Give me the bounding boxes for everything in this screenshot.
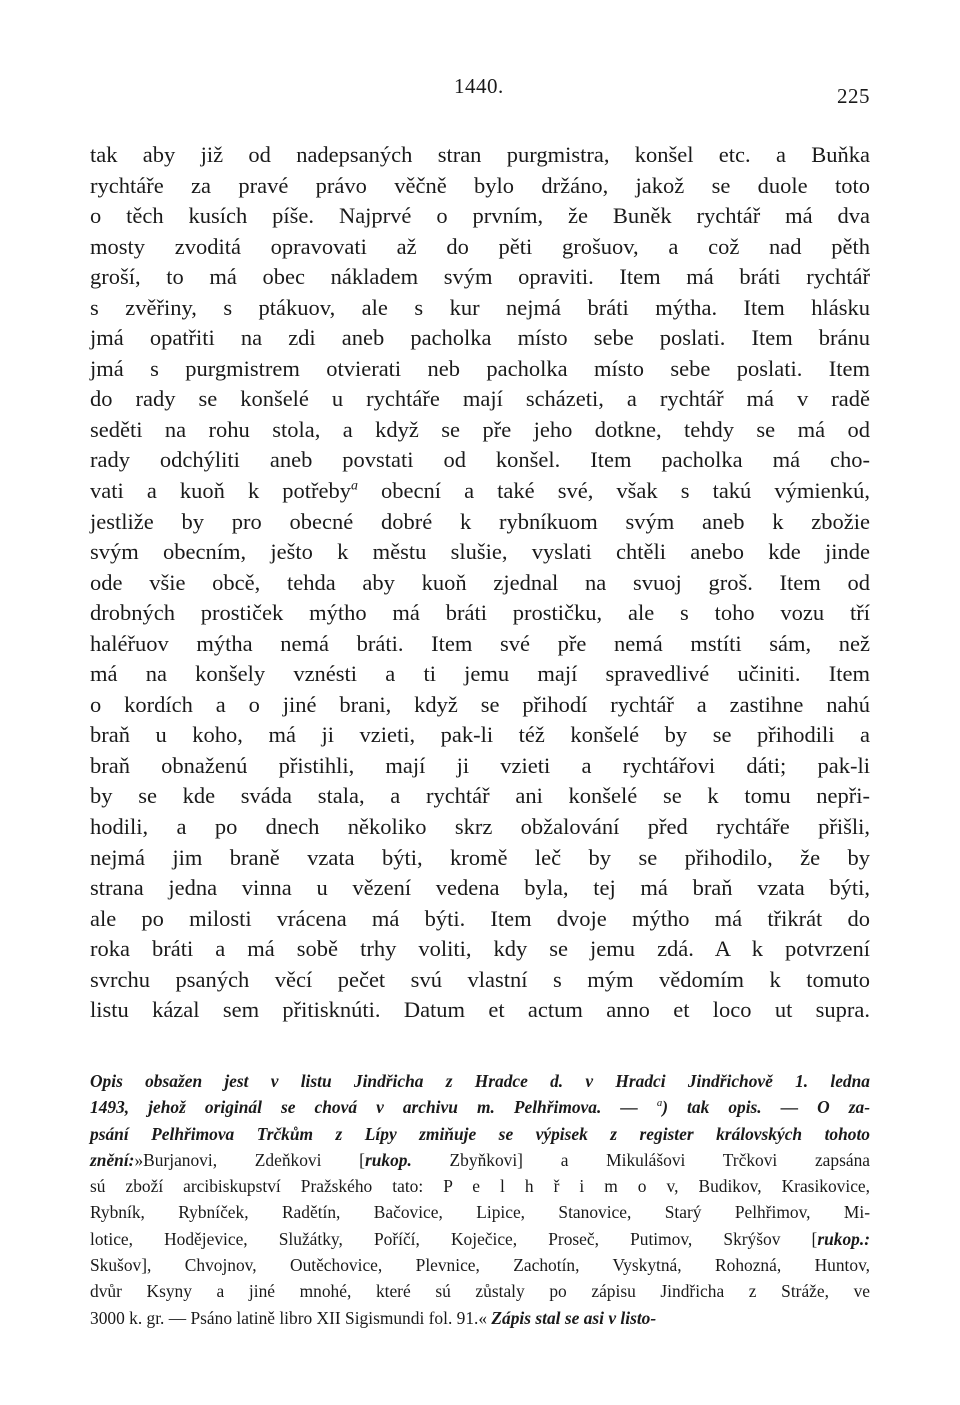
text-line: ale po milosti vrácena má býti. Item dvoje mýtho má třikrát do: [90, 905, 870, 931]
note-line: [90, 1226, 870, 1252]
italic-segment: Opis obsažen jest v listu Jindřicha z Hradce d. v Hradci Jindřichově 1. ledna: [90, 1071, 870, 1091]
text-line: haléřuov mýtha nemá bráti. Item své pře nemá mstíti sám, než: [90, 630, 870, 656]
text-segment: Rybník, Rybníček, Radětín, Bačovice, Lipice, Stanovice, Starý Pelhřimov, Mi-: [90, 1202, 870, 1223]
text-segment: dvůr Ksyny a jiné mnohé, které sú zůstaly po zápisu Jindřicha z Stráže, ve: [90, 1281, 870, 1302]
text-line: o kordích a o jiné brani, když se přihodí rychtář a zastihne nahú: [90, 691, 870, 717]
note-line: [90, 1094, 870, 1120]
text-segment: vati a kuoň k potřeby: [90, 478, 352, 504]
footnote-marker: a: [351, 478, 358, 494]
text-line: strana jedna vinna u vězení vedena byla, tej má braň vzata býti,: [90, 875, 870, 901]
footnote-block: [90, 1068, 870, 1331]
text-line: nejmá jim braně vzata býti, kromě leč by se přihodilo, že by: [90, 844, 870, 870]
text-line: jmá opatřiti na zdi aneb pacholka místo sebe poslati. Item bránu: [90, 325, 870, 351]
text-line: listu kázal sem přitisknúti. Datum et actum anno et loco ut supra.: [90, 997, 870, 1023]
text-line: mosty zvoditá opravovati až do pěti grošuov, a což nad pěth: [90, 233, 870, 259]
text-segment: sú zboží arcibiskupství Pražského tato: P e l h ř i m o v, Budikov, Krasikovice,: [90, 1176, 870, 1197]
note-line: [90, 1147, 870, 1173]
header-year: 1440.: [454, 74, 504, 98]
note-line: [90, 1068, 870, 1094]
text-line: svrchu psaných věcí pečet svú vlastní s mým vědomím k tomuto: [90, 966, 870, 992]
page: [90, 0, 870, 1405]
note-line: [90, 1121, 870, 1147]
text-line: svým obecním, ješto k městu slušie, vyslati chtěli anebo kde jinde: [90, 539, 870, 565]
text-line: hodili, a po dnech několiko skrz obžalování před rychtáře přišli,: [90, 814, 870, 840]
text-line: drobných prostiček mýtho má bráti prostičku, ale s toho vozu tří: [90, 600, 870, 626]
text-segment: lotice, Hodějevice, Služátky, Poříčí, Koječice, Proseč, Putimov, Skrýšov [: [90, 1228, 818, 1249]
note-line: [90, 1173, 870, 1199]
italic-segment: ) tak opis. — O za-: [662, 1097, 871, 1118]
note-line: [90, 1252, 870, 1278]
text-line: má na konšely vznésti a ti jemu mají spravedlivé učiniti. Item: [90, 661, 870, 687]
text-line: [90, 476, 870, 507]
page-number: 225: [837, 84, 870, 108]
main-text: [90, 140, 870, 1026]
text-line: rady odchýliti aneb povstati od konšel. Item pacholka má cho-: [90, 447, 870, 473]
italic-segment: psání Pelhřimova Trčkům z Lípy zmiňuje se výpisek z register královských tohoto: [90, 1123, 870, 1144]
italic-segment: rukop.:: [817, 1228, 870, 1249]
note-line: [90, 1199, 870, 1225]
text-line: s zvěřiny, s ptákuov, ale s kur nejmá bráti mýtha. Item hlásku: [90, 294, 870, 320]
text-segment: Zbyňkovi] a Mikulášovi Trčkovi zapsána: [411, 1149, 870, 1170]
text-line: by se kde sváda stala, a rychtář ani konšelé se k tomu nepři-: [90, 783, 870, 809]
text-line: jmá s purgmistrem otvierati neb pacholka místo sebe poslati. Item: [90, 355, 870, 381]
footnote-marker: a: [656, 1097, 663, 1110]
text-line: do rady se konšelé u rychtáře mají scházeti, a rychtář má v radě: [90, 386, 870, 412]
note-line: [90, 1278, 870, 1304]
note-line: [90, 1305, 870, 1331]
running-header: [90, 74, 870, 108]
italic-segment: Zápis stal se asi v listo-: [491, 1307, 657, 1328]
text-segment: »Burjanovi, Zdeňkovi [: [134, 1149, 365, 1170]
text-line: groší, to má obec nákladem svým opraviti. Item má bráti rychtář: [90, 264, 870, 290]
text-line: braň obnaženú přistihli, mají ji vzieti a rychtářovi dáti; pak-li: [90, 752, 870, 778]
text-line: o těch kusích píše. Najprvé o prvním, že Buněk rychtář má dva: [90, 203, 870, 229]
italic-segment: rukop.: [364, 1149, 412, 1170]
text-segment: Skušov], Chvojnov, Outěchovice, Plevnice, Zachotín, Vyskytná, Rohozná, Huntov,: [90, 1255, 870, 1276]
italic-segment: 1493, jehož originál se chová v archivu m. Pelhřimova. —: [90, 1097, 657, 1118]
text-line: ode všie obcě, tehda aby kuoň zjednal na svuoj groš. Item od: [90, 569, 870, 595]
text-segment: 3000 k. gr. — Psáno latině libro XII Sigismundi fol. 91.«: [90, 1307, 492, 1328]
text-line: roka bráti a má sobě trhy voliti, kdy se jemu zdá. A k potvrzení: [90, 936, 870, 962]
text-line: jestliže by pro obecné dobré k rybníkuom svým aneb k zbožie: [90, 508, 870, 534]
text-line: braň u koho, má ji vzieti, pak-li též konšelé by se přihodili a: [90, 722, 870, 748]
text-segment: obecní a také své, však s takú výmienkú,: [357, 478, 870, 504]
text-line: rychtáře za pravé právo věčně bylo držáno, jakož se duole toto: [90, 172, 870, 198]
text-line: seděti na rohu stola, a když se pře jeho dotkne, tehdy se má od: [90, 416, 870, 442]
text-line: tak aby již od nadepsaných stran purgmistra, konšel etc. a Buňka: [90, 142, 870, 167]
italic-segment: znění:: [90, 1149, 135, 1170]
